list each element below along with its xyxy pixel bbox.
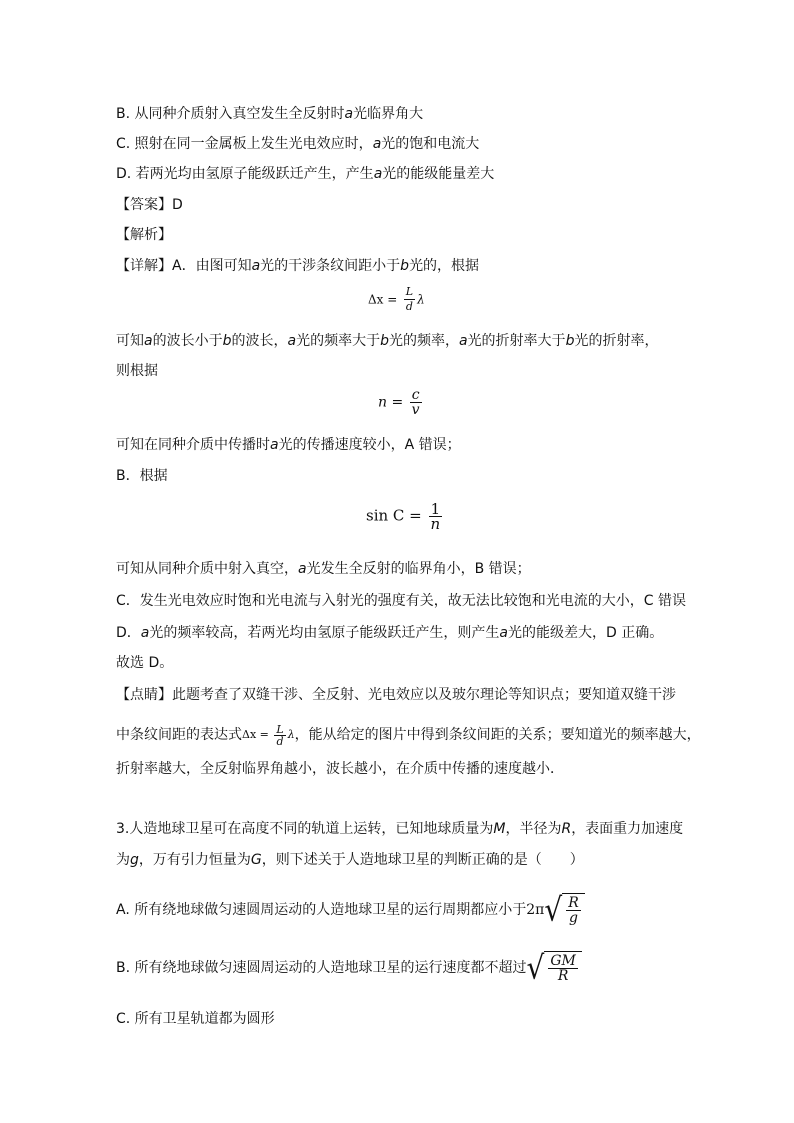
formula-lhs: Δx = [242,728,269,741]
q3-option-c[interactable]: C. 所有卫星轨道都为圆形 [116,1011,275,1027]
var: a [287,333,297,349]
numerator: GM [550,953,576,969]
denominator: g [568,910,578,926]
detail-line-2 [116,330,658,352]
numerator: L [405,285,414,298]
text: 光发生全反射的临界角小，B 错误； [306,561,531,577]
option-b-var: a [344,106,354,122]
comment-line-2 [116,722,701,748]
option-d-text: D. 若两光均由氢原子能级跃迁产生，产生 [116,166,374,182]
option-text: B. 所有绕地球做匀速圆周运动的人造地球卫星的运行速度都不超过 [116,960,527,976]
text: A．由图可知 [172,258,252,274]
var: M [493,821,506,837]
text: 的波长小于 [152,333,223,349]
text: 光的频率较高，若两光均由氢原子能级跃迁产生，则产生 [149,625,500,641]
formula-refractive-index [378,388,424,417]
var: a [140,625,150,641]
formula-lambda: λ [287,728,295,741]
text: 光的频率大于 [296,333,381,349]
text: 可知从同种介质中射入真空， [116,561,298,577]
radical-sign: √ [526,948,545,987]
var: a [270,437,279,453]
var: b [222,333,232,349]
text: D． [116,625,141,641]
numerator: c [411,387,420,403]
text: 可知在同种介质中传播时 [116,437,270,453]
detail-line-6 [116,558,531,580]
text: 光的频率， [388,333,459,349]
analysis-label: 【解析】 [116,227,172,243]
text: 光的能级差大，D 正确。 [507,625,664,641]
q3-line-1 [116,818,683,840]
option-c-text-end: 光的饱和电流大 [381,136,480,152]
option-b-line [116,103,423,125]
var: b [380,333,389,349]
text: 的波长， [231,333,288,349]
inline-formula-delta-x [242,722,295,748]
detail-line-1 [116,255,479,277]
var: b [400,258,410,274]
sqrt-body [562,893,585,927]
q3-option-b[interactable] [116,950,582,986]
comment-line-3: 折射率越大，全反射临界角越小，波长越小，在介质中传播的速度越小． [116,761,564,777]
detail-line-5: B．根据 [116,468,168,484]
text: 此题考查了双缝干涉、全反射、光电效应以及玻尔理论等知识点；要知道双缝干涉 [172,687,676,703]
fraction [404,285,415,314]
option-d-var: a [373,166,383,182]
formula-lhs: n = [378,394,404,411]
detail-line-8 [116,622,663,644]
detail-line-3: 则根据 [116,363,158,379]
var: R [561,821,572,837]
var: G [250,852,262,868]
numerator: 1 [430,500,441,518]
text: ，半径为 [505,821,562,837]
formula-delta-x [368,285,425,314]
answer-line [116,194,183,216]
denominator: d [276,734,284,748]
detail-line-9: 故选 D。 [116,655,174,671]
option-b-text-end: 光临界角大 [353,106,424,122]
answer-label: 【答案】 [116,197,172,213]
option-d-line [116,163,494,185]
option-c-text: C. 照射在同一金属板上发生光电效应时， [116,136,373,152]
option-c-var: a [372,136,382,152]
text: 光的折射率， [574,333,659,349]
text: 光的折射率大于 [467,333,566,349]
option-d-text-end: 光的能级能量差大 [382,166,495,182]
detail-line-7: C．发生光电效应时饱和光电流与入射光的强度有关，故无法比较饱和光电流的大小，C 错误 [116,593,686,609]
var: a [458,333,468,349]
var: a [298,561,307,577]
fraction [274,724,285,747]
text: 可知 [116,333,144,349]
q3-option-a[interactable] [116,892,585,928]
text: 为 [116,852,130,868]
comment-line-1 [116,684,676,706]
denominator: v [411,402,420,418]
formula-lhs: Δx = [368,292,398,307]
var: a [144,333,153,349]
q3-line-2 [116,849,584,871]
answer-value: D [172,197,183,213]
radical-sign: √ [544,890,563,929]
formula-period [526,892,585,928]
var: a [499,625,508,641]
denominator: d [405,300,413,313]
comment-label: 【点睛】 [116,687,172,703]
fraction [410,388,422,417]
text: ，则下述关于人造地球卫星的判断正确的是（ ） [261,852,584,868]
formula-velocity [526,948,582,987]
text: ，能从给定的图片中得到条纹间距的关系；要知道光的频率越大， [294,727,701,743]
denominator: R [557,968,569,984]
formula-coefficient: 2π [526,902,545,918]
numerator: R [568,895,579,911]
text: 光的干涉条纹间距小于 [260,258,401,274]
fraction [548,954,578,983]
option-b-text: B. 从同种介质射入真空发生全反射时 [116,106,345,122]
sqrt [544,890,584,929]
detail-line-4 [116,434,461,456]
sqrt [526,948,582,987]
text: 光的，根据 [409,258,480,274]
text: ，表面重力加速度 [571,821,684,837]
formula-critical-angle [366,502,444,531]
text: 光的传播速度较小，A 错误； [278,437,461,453]
var: g [130,852,139,868]
formula-lhs: sin C = [366,506,422,525]
fraction [566,896,581,925]
var: b [565,333,575,349]
var: a [251,258,261,274]
numerator: L [276,722,284,736]
text: 中条纹间距的表达式 [116,727,242,743]
formula-lambda: λ [417,292,425,307]
option-c-line [116,133,479,155]
option-text: A. 所有绕地球做匀速圆周运动的人造地球卫星的运行周期都应小于 [116,902,527,918]
detail-label: 【详解】 [116,258,172,274]
text: ，万有引力恒量为 [138,852,251,868]
denominator: n [430,515,441,533]
sqrt-body [544,951,582,985]
fraction [429,502,443,531]
text: 3.人造地球卫星可在高度不同的轨道上运转，已知地球质量为 [116,821,494,837]
